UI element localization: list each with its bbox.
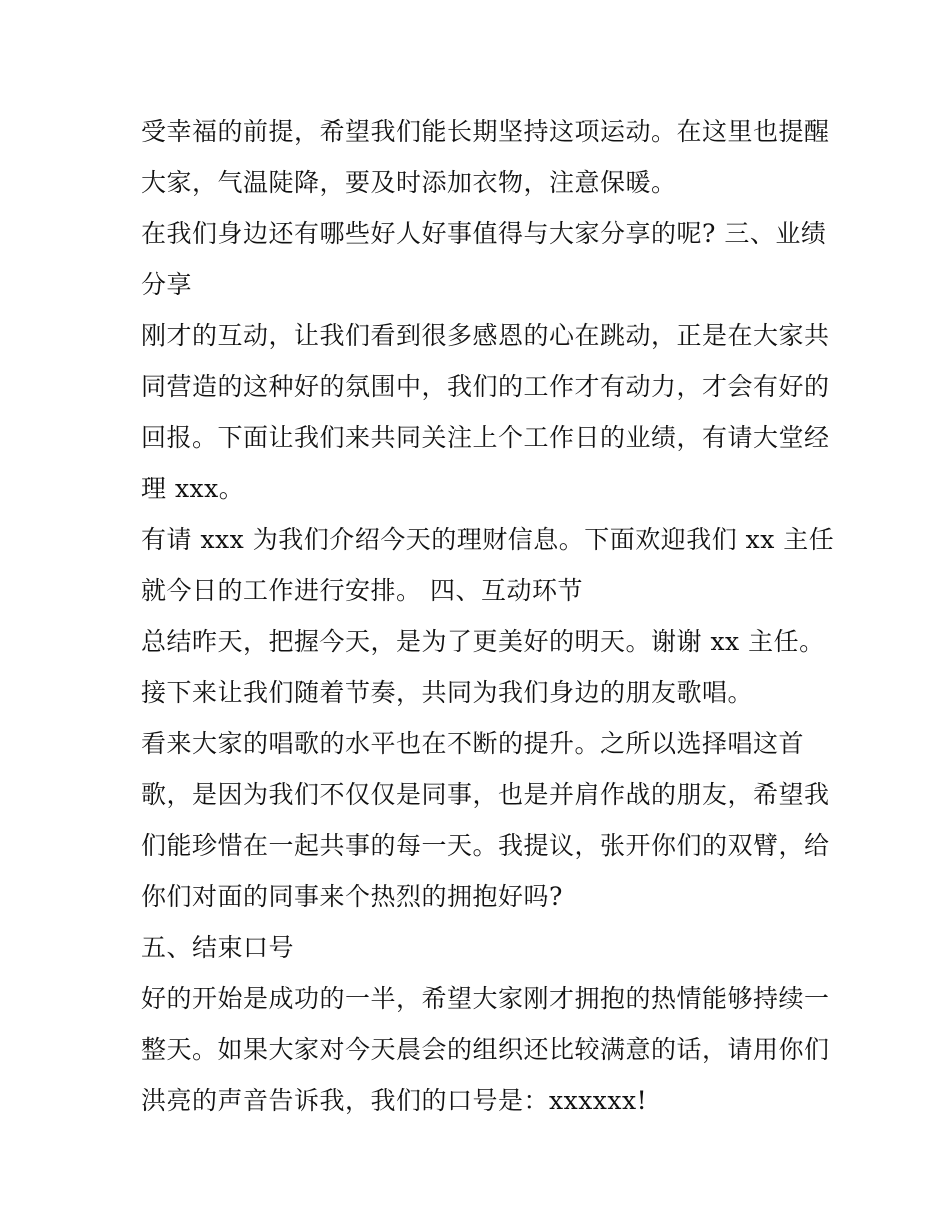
text-line: 洪亮的声音告诉我，我们的口号是：xxxxxx! bbox=[141, 1086, 648, 1115]
text-line: 刚才的互动，让我们看到很多感恩的心在跳动，正是在大家共 bbox=[141, 321, 830, 350]
text-line: 受幸福的前提，希望我们能长期坚持这项运动。在这里也提醒 bbox=[141, 117, 830, 146]
text-line: 在我们身边还有哪些好人好事值得与大家分享的呢? 三、业绩 bbox=[141, 219, 827, 248]
text-line: 总结昨天，把握今天，是为了更美好的明天。谢谢 xx 主任。 bbox=[141, 627, 825, 656]
text-line: 五、结束口号 bbox=[141, 933, 295, 962]
text-line: 大家，气温陡降，要及时添加衣物，注意保暖。 bbox=[141, 168, 677, 197]
text-line: 回报。下面让我们来共同关注上个工作日的业绩，有请大堂经 bbox=[141, 423, 830, 452]
text-line: 分享 bbox=[141, 270, 193, 299]
text-line: 好的开始是成功的一半，希望大家刚才拥抱的热情能够持续一 bbox=[141, 984, 830, 1013]
text-line: 有请 xxx 为我们介绍今天的理财信息。下面欢迎我们 xx 主任 bbox=[141, 525, 835, 554]
text-line: 你们对面的同事来个热烈的拥抱好吗? bbox=[141, 882, 563, 911]
text-line: 接下来让我们随着节奏，共同为我们身边的朋友歌唱。 bbox=[141, 678, 754, 707]
text-line: 就今日的工作进行安排。 四、互动环节 bbox=[141, 576, 583, 605]
text-line: 理 xxx。 bbox=[141, 474, 245, 503]
text-line: 整天。如果大家对今天晨会的组织还比较满意的话，请用你们 bbox=[141, 1035, 830, 1064]
text-line: 歌，是因为我们不仅仅是同事，也是并肩作战的朋友，希望我 bbox=[141, 780, 830, 809]
text-line: 同营造的这种好的氛围中，我们的工作才有动力，才会有好的 bbox=[141, 372, 830, 401]
text-line: 看来大家的唱歌的水平也在不断的提升。之所以选择唱这首 bbox=[141, 729, 805, 758]
text-line: 们能珍惜在一起共事的每一天。我提议，张开你们的双臂，给 bbox=[141, 831, 830, 860]
document-body bbox=[141, 106, 835, 1126]
